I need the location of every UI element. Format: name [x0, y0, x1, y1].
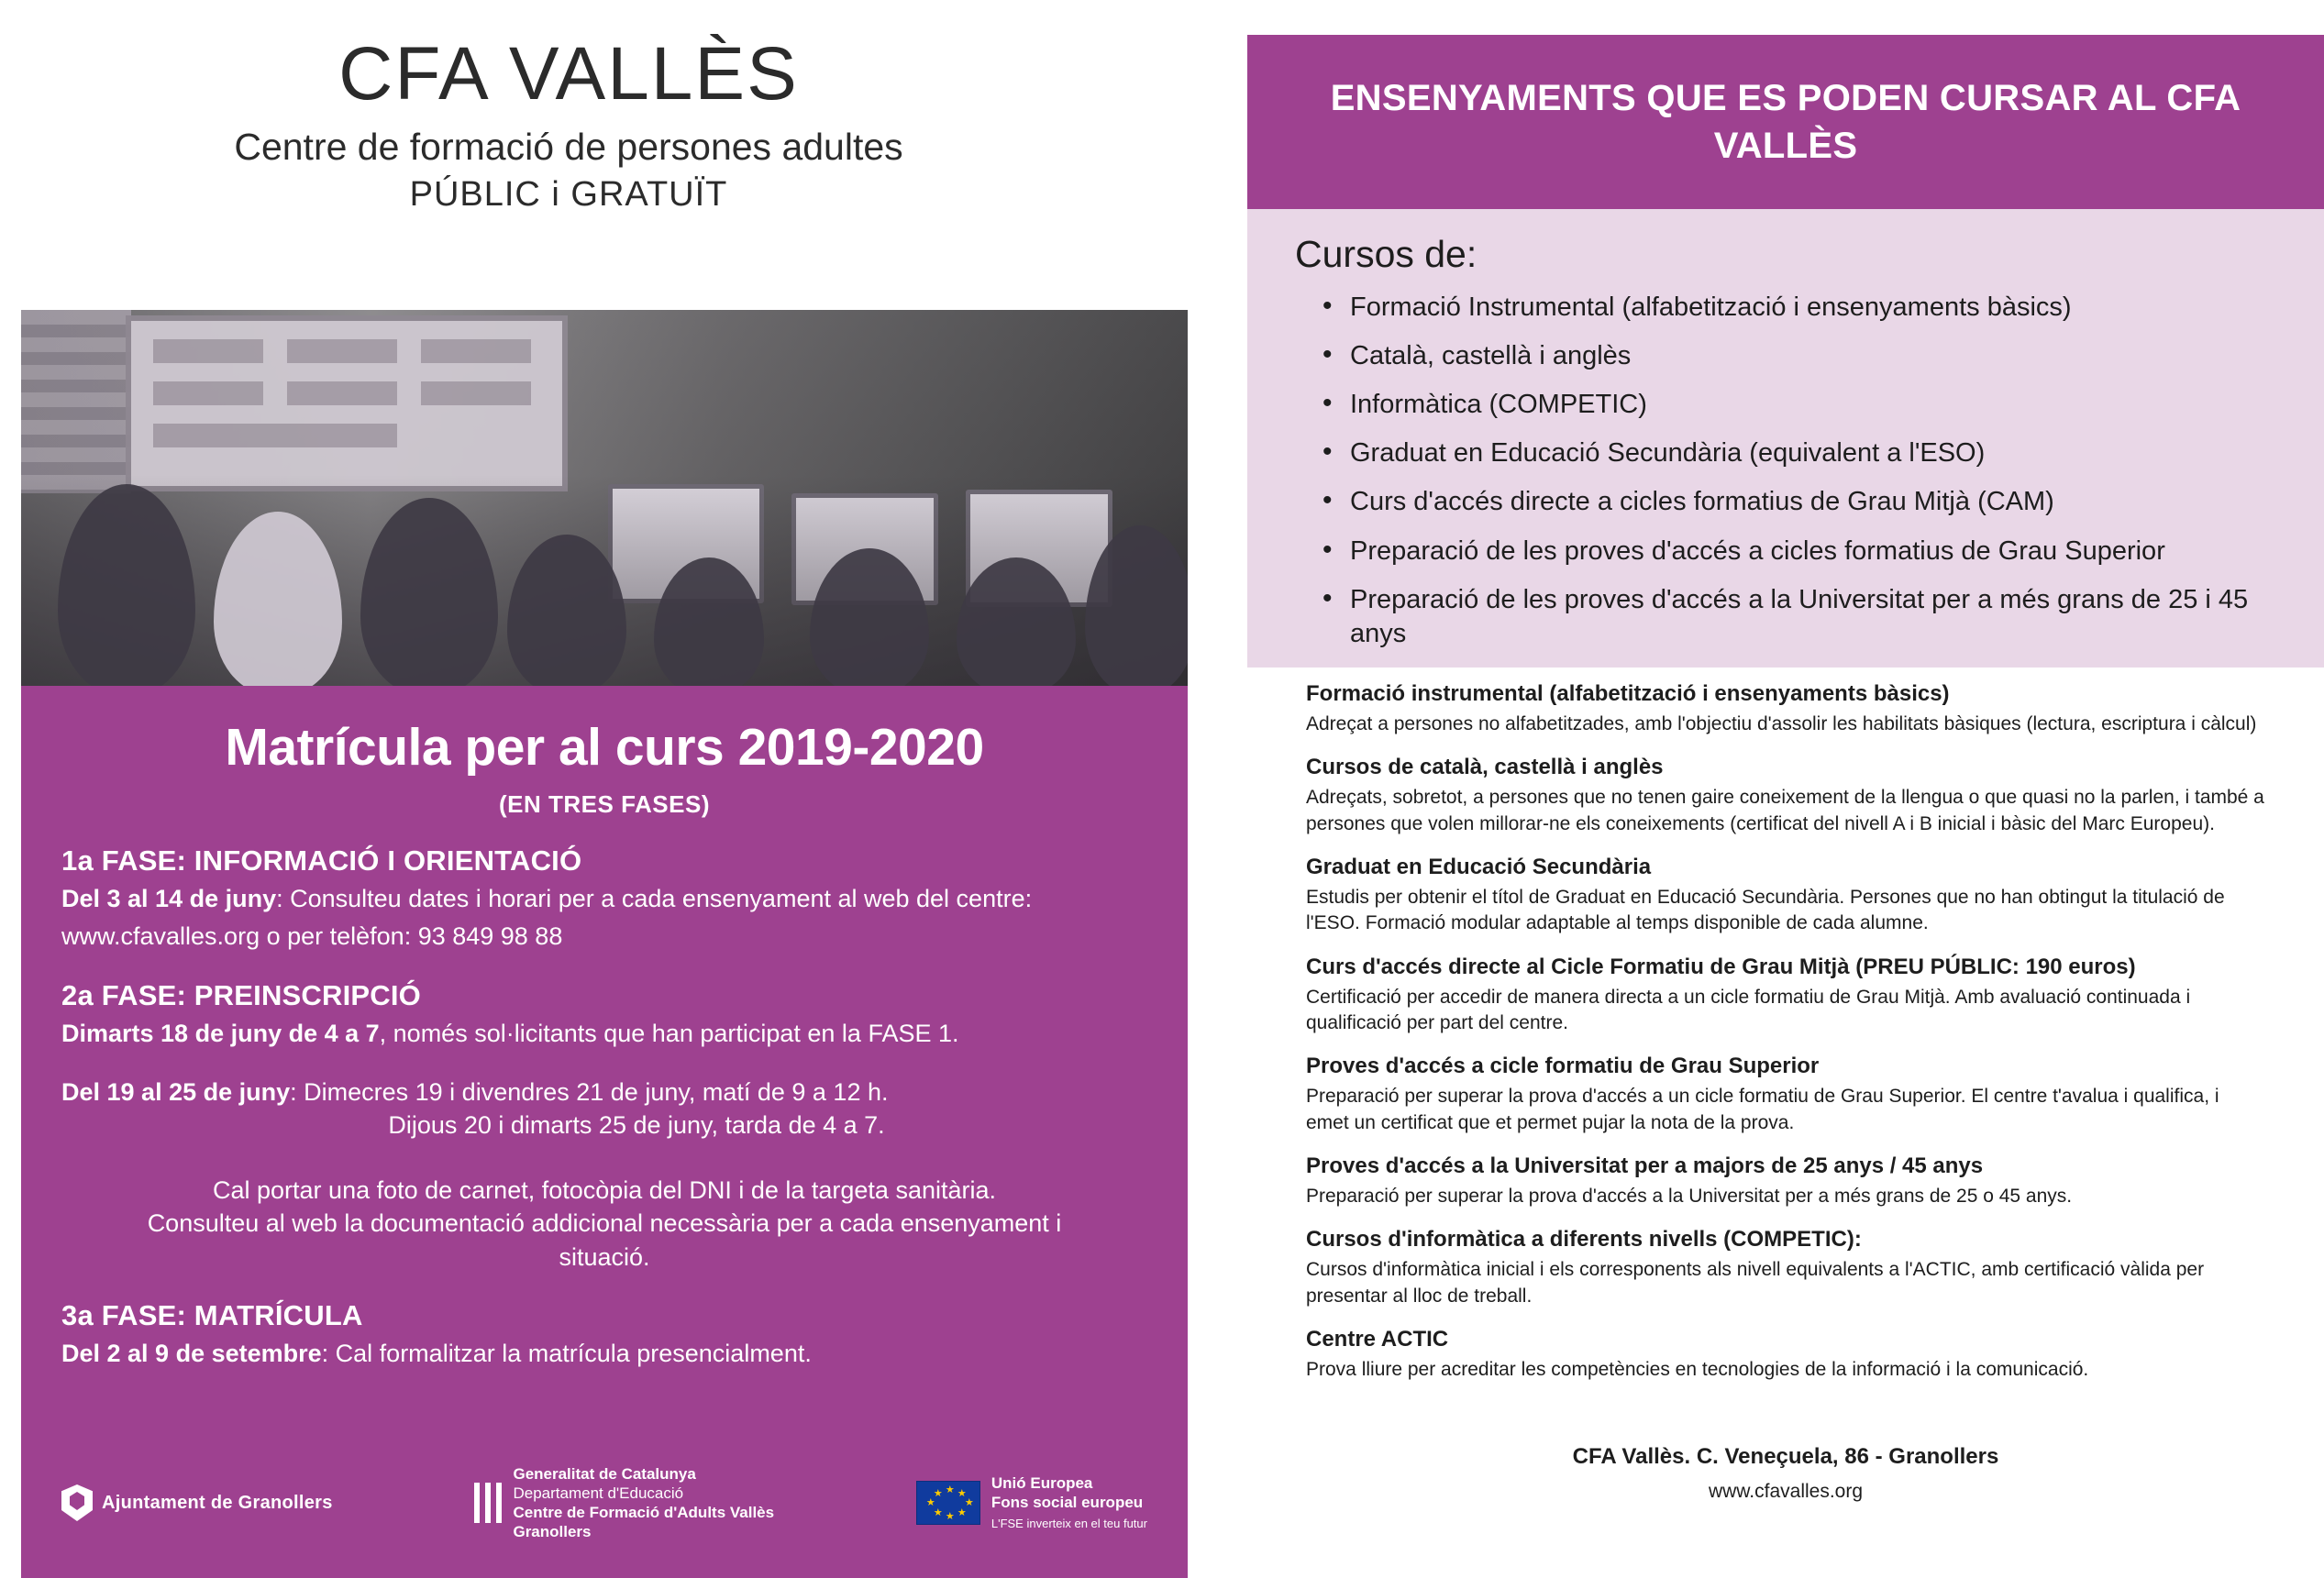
enrolment-block	[21, 686, 1188, 1578]
generalitat-bars-icon	[474, 1483, 502, 1523]
section-body: Prova lliure per acreditar les competències en tecnologies de la informació i la comunicació.	[1306, 1359, 2089, 1381]
phase-3-line-1-rest: : Cal formalitzar la matrícula presencialment.	[321, 1340, 812, 1368]
phase-2-note-1: Cal portar una foto de carnet, fotocòpia del DNI i de la targeta sanitària.	[213, 1175, 996, 1204]
list-item: • Català, castellà i anglès	[1322, 339, 2287, 373]
phase-2-line-1	[61, 1018, 1147, 1051]
section-body: Adreçats, sobretot, a persones que no tenen gaire coneixement de la llengua o que quasi no la parlen, i també a persones que volen millorar-ne els coneixements (certificat del nivell A i B inicial i bàsic del Marc Europeu).	[1306, 787, 2264, 834]
generalitat-line-1: Generalitat de Catalunya	[513, 1464, 696, 1483]
section-heading: Cursos de català, castellà i anglès	[1306, 755, 1664, 780]
phase-1-line-1-bold: Del 3 al 14 de juny	[61, 884, 277, 912]
courses-header-title: ENSENYAMENTS QUE ES PODEN CURSAR AL CFA VALLÈS	[1330, 78, 2241, 166]
brand-subtitle-1: Centre de formació de persones adultes	[234, 126, 903, 168]
section-body: Preparació per superar la prova d'accés a la Universitat per a més grans de 25 o 45 anys.	[1306, 1186, 2073, 1208]
enrolment-title: Matrícula per al curs 2019-2020	[225, 718, 984, 777]
list-item: • Preparació de les proves d'accés a cicles formatius de Grau Superior	[1322, 535, 2287, 568]
section-body: Adreçat a persones no alfabetitzades, amb l'objectiu d'assolir les habilitats bàsiques (lectura, escriptura i càlcul)	[1306, 713, 2257, 734]
phase-2-line-2	[61, 1076, 1147, 1109]
generalitat-line-3: Centre de Formació d'Adults Vallès	[513, 1504, 775, 1521]
eu-line-2: Fons social europeu	[990, 1494, 1144, 1512]
phase-3-line-1-bold: Del 2 al 9 de setembre	[61, 1340, 322, 1368]
brand-block	[0, 32, 1137, 215]
european-union-logo	[916, 1473, 1147, 1532]
generalitat-line-2: Departament d'Educació	[513, 1484, 684, 1502]
footer-address: CFA Vallès. C. Veneçuela, 86 - Granollers	[1572, 1444, 1999, 1469]
phase-1	[61, 844, 1147, 954]
phase-2-line-2-rest: : Dimecres 19 i divendres 21 de juny, matí de 9 a 12 h.	[290, 1077, 889, 1106]
phase-1-line-1-rest: : Consulteu dates i horari per a cada ensenyament al web del centre:	[276, 884, 1033, 912]
list-item: • Informàtica (COMPETIC)	[1322, 388, 2287, 422]
right-panel	[1247, 0, 2324, 1578]
footer	[1247, 1444, 2324, 1503]
phase-2-note-2: Consulteu al web la documentació addicional necessària per a cada ensenyament i	[147, 1209, 1062, 1238]
photo-ceiling-lights	[21, 310, 131, 493]
section-heading: Formació instrumental (alfabetització i ensenyaments bàsics)	[1306, 681, 1950, 706]
section-heading: Cursos d'informàtica a diferents nivells (COMPETIC):	[1306, 1227, 1862, 1252]
ajuntament-logo	[61, 1484, 333, 1521]
enrolment-subtitle: (EN TRES FASES)	[499, 789, 710, 818]
phase-1-line-1	[61, 883, 1147, 916]
phase-2-note-3: situació.	[559, 1242, 650, 1271]
logos-row	[61, 1464, 1147, 1541]
list-item: • Formació Instrumental (alfabetització i ensenyaments bàsics)	[1322, 291, 2287, 325]
footer-website[interactable]: www.cfavalles.org	[1708, 1481, 1864, 1502]
courses-header-banner	[1247, 35, 2324, 209]
phase-2	[61, 979, 1147, 1274]
section-body: Cursos d'informàtica inicial i els corresponents als nivell equivalents a l'ACTIC, amb certificació vàlida per presentar al lloc de treball.	[1306, 1259, 2205, 1307]
phase-1-heading: 1a FASE: INFORMACIÓ I ORIENTACIÓ	[61, 844, 582, 877]
phase-3	[61, 1299, 1147, 1371]
phase-2-line-1-bold: Dimarts 18 de juny de 4 a 7	[61, 1020, 380, 1048]
phase-2-line-2-bold: Del 19 al 25 de juny	[61, 1077, 291, 1106]
list-item: • Preparació de les proves d'accés a la Universitat per a més grans de 25 i 45 anys	[1322, 583, 2287, 651]
phase-2-line-3: Dijous 20 i dimarts 25 de juny, tarda de 4 a 7.	[388, 1111, 885, 1140]
brand-subtitle-2: PÚBLIC i GRATUÏT	[409, 175, 728, 215]
course-descriptions	[1247, 680, 2324, 1383]
section-heading: Centre ACTIC	[1306, 1327, 1449, 1352]
phase-2-heading: 2a FASE: PREINSCRIPCIÓ	[61, 979, 421, 1012]
section-heading: Proves d'accés a cicle formatiu de Grau Superior	[1306, 1054, 1820, 1079]
eu-flag-icon: ★ ★ ★ ★ ★ ★ ★ ★	[916, 1481, 980, 1525]
list-item: • Graduat en Educació Secundària (equivalent a l'ESO)	[1322, 436, 2287, 470]
generalitat-logo	[474, 1464, 774, 1542]
eu-line-1: Unió Europea	[990, 1474, 1093, 1493]
classroom-photo	[21, 310, 1188, 686]
courses-list-title: Cursos de:	[1295, 233, 1477, 275]
phase-1-line-2: www.cfavalles.org o per telèfon: 93 849 98 88	[61, 922, 563, 951]
generalitat-line-4: Granollers	[513, 1523, 592, 1541]
courses-list-panel	[1247, 209, 2324, 668]
section-heading: Proves d'accés a la Universitat per a majors de 25 anys / 45 anys	[1306, 1153, 1984, 1179]
section-body: Preparació per superar la prova d'accés a un cicle formatiu de Grau Superior. El centre t'avalua i qualifica, i emet un certificat que et permet pujar la nota de la prova.	[1306, 1086, 2219, 1133]
phase-2-line-1-rest: , només sol·licitants que han participat en la FASE 1.	[379, 1020, 959, 1048]
ajuntament-logo-label: Ajuntament de Granollers	[102, 1492, 333, 1513]
section-body: Estudis per obtenir el títol de Graduat en Educació Secundària. Persones que no han obtingut la titulació de l'ESO. Formació modular adaptable al temps disponible de cada alumne.	[1306, 887, 2225, 934]
list-item: • Curs d'accés directe a cicles formatius de Grau Mitjà (CAM)	[1322, 485, 2287, 519]
photo-projection-screen	[131, 321, 562, 486]
phase-3-line-1	[61, 1338, 1147, 1371]
section-heading: Curs d'accés directe al Cicle Formatiu de Grau Mitjà (PREU PÚBLIC: 190 euros)	[1306, 954, 2136, 979]
section-body: Certificació per accedir de manera directa a un cicle formatiu de Grau Mitjà. Amb avaluació continuada i qualificació per part del centre.	[1306, 986, 2191, 1034]
section-heading: Graduat en Educació Secundària	[1306, 855, 1652, 880]
phase-3-heading: 3a FASE: MATRÍCULA	[61, 1299, 363, 1332]
shield-icon	[61, 1484, 93, 1521]
eu-line-3: L'FSE inverteix en el teu futur	[990, 1516, 1147, 1530]
page-title: CFA VALLÈS	[338, 32, 799, 116]
